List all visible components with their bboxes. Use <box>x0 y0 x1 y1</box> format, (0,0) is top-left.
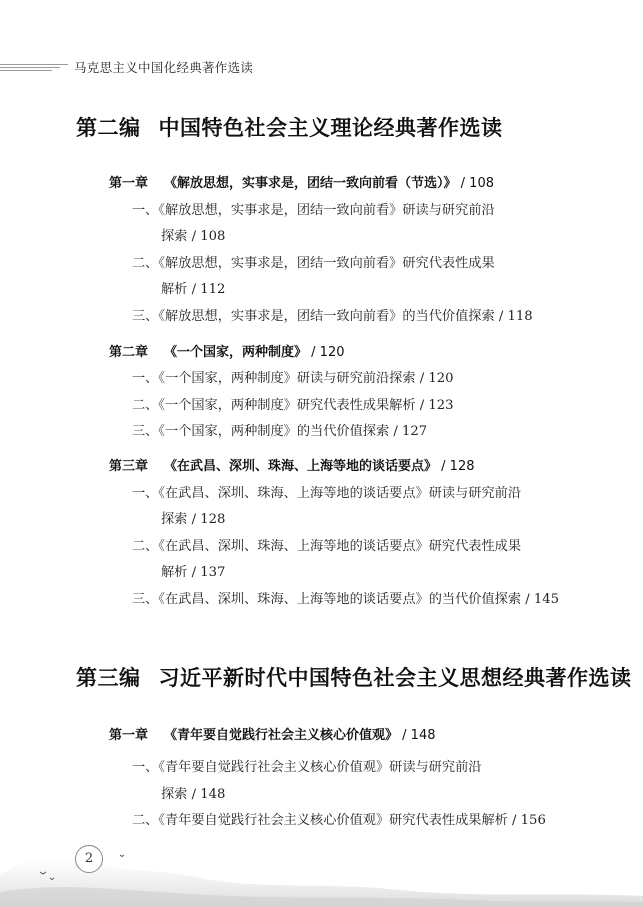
entry-title: 《一个国家，两种制度》研究代表性成果解析 <box>158 398 416 413</box>
chapter-title: 《解放思想，实事求是，团结一致向前看（节选）》 <box>164 176 457 191</box>
entry-title-cont: 探索 <box>161 229 188 244</box>
entry-title: 《解放思想，实事求是，团结一致向前看》研究代表性成果 <box>158 256 495 271</box>
entry-prefix: 三、 <box>132 424 159 439</box>
chapter-page: / 120 <box>307 345 345 360</box>
chapter-title: 《青年要自觉践行社会主义核心价值观》 <box>164 728 399 743</box>
entry-page: / 112 <box>187 282 226 297</box>
entry-page: / 127 <box>389 424 428 439</box>
entry-page: / 123 <box>415 398 454 413</box>
entry-title: 《青年要自觉践行社会主义核心价值观》研读与研究前沿 <box>158 760 482 775</box>
toc-entry-continuation[interactable] <box>161 278 225 297</box>
entry-prefix: 三、 <box>132 592 159 607</box>
entry-title: 《在武昌、深圳、珠海、上海等地的谈话要点》研究代表性成果 <box>158 539 522 554</box>
toc-entry[interactable] <box>132 199 495 218</box>
chapter-page: / 128 <box>437 459 475 474</box>
entry-title: 《一个国家，两种制度》研读与研究前沿探索 <box>158 371 416 386</box>
chapter-heading[interactable] <box>109 724 436 743</box>
toc-entry[interactable] <box>132 305 533 324</box>
part-heading <box>76 662 632 692</box>
entry-page: / 120 <box>415 371 454 386</box>
entry-prefix: 二、 <box>132 398 159 413</box>
running-head <box>0 58 643 78</box>
entry-page: / 148 <box>187 787 226 802</box>
entry-title-cont: 解析 <box>161 282 188 297</box>
page-number: 2 <box>75 845 103 873</box>
toc-entry-continuation[interactable] <box>161 783 225 802</box>
toc-entry-continuation[interactable] <box>161 225 225 244</box>
entry-page: / 118 <box>494 309 533 324</box>
entry-title-cont: 探索 <box>161 787 188 802</box>
chapter-number: 第二章 <box>109 345 149 360</box>
chapter-heading[interactable] <box>109 172 494 191</box>
entry-page: / 156 <box>507 813 546 828</box>
chapter-heading[interactable] <box>109 455 475 474</box>
entry-prefix: 一、 <box>132 371 159 386</box>
chapter-number: 第一章 <box>109 728 149 743</box>
entry-title: 《在武昌、深圳、珠海、上海等地的谈话要点》研读与研究前沿 <box>158 486 522 501</box>
running-head-rule <box>0 64 68 73</box>
toc-entry[interactable] <box>132 482 521 501</box>
toc-entry[interactable] <box>132 756 481 775</box>
entry-prefix: 二、 <box>132 813 159 828</box>
part-number: 第二编 <box>76 115 141 140</box>
toc-entry-continuation[interactable] <box>161 561 225 580</box>
chapter-title: 《在武昌、深圳、珠海、上海等地的谈话要点》 <box>164 459 438 474</box>
entry-title: 《解放思想，实事求是，团结一致向前看》的当代价值探索 <box>158 309 495 324</box>
chapter-heading[interactable] <box>109 341 345 360</box>
toc-entry[interactable] <box>132 252 495 271</box>
chapter-title: 《一个国家，两种制度》 <box>164 345 308 360</box>
entry-prefix: 一、 <box>132 760 159 775</box>
entry-page: / 137 <box>187 565 226 580</box>
entry-title: 《一个国家，两种制度》的当代价值探索 <box>158 424 390 439</box>
entry-page: / 128 <box>187 512 226 527</box>
entry-prefix: 一、 <box>132 203 159 218</box>
chapter-number: 第一章 <box>109 176 149 191</box>
entry-title: 《解放思想，实事求是，团结一致向前看》研读与研究前沿 <box>158 203 495 218</box>
entry-page: / 108 <box>187 229 226 244</box>
entry-prefix: 一、 <box>132 486 159 501</box>
toc-entry-continuation[interactable] <box>161 508 225 527</box>
entry-title: 《在武昌、深圳、珠海、上海等地的谈话要点》的当代价值探索 <box>158 592 522 607</box>
part-heading <box>76 112 503 142</box>
entry-prefix: 二、 <box>132 256 159 271</box>
part-number: 第三编 <box>76 665 141 690</box>
chapter-page: / 148 <box>398 728 436 743</box>
entry-prefix: 三、 <box>132 309 159 324</box>
part-title: 习近平新时代中国特色社会主义思想经典著作选读 <box>158 665 632 690</box>
chapter-number: 第三章 <box>109 459 149 474</box>
chapter-page: / 108 <box>456 176 494 191</box>
entry-title: 《青年要自觉践行社会主义核心价值观》研究代表性成果解析 <box>158 813 508 828</box>
toc-entry[interactable] <box>132 535 521 554</box>
entry-page: / 145 <box>521 592 560 607</box>
toc-entry[interactable] <box>132 420 427 439</box>
part-title: 中国特色社会主义理论经典著作选读 <box>158 115 503 140</box>
entry-prefix: 二、 <box>132 539 159 554</box>
toc-entry[interactable] <box>132 394 454 413</box>
toc-entry[interactable] <box>132 367 454 386</box>
entry-title-cont: 探索 <box>161 512 188 527</box>
entry-title-cont: 解析 <box>161 565 188 580</box>
running-head-title: 马克思主义中国化经典著作选读 <box>74 60 254 75</box>
toc-entry[interactable] <box>132 588 559 607</box>
